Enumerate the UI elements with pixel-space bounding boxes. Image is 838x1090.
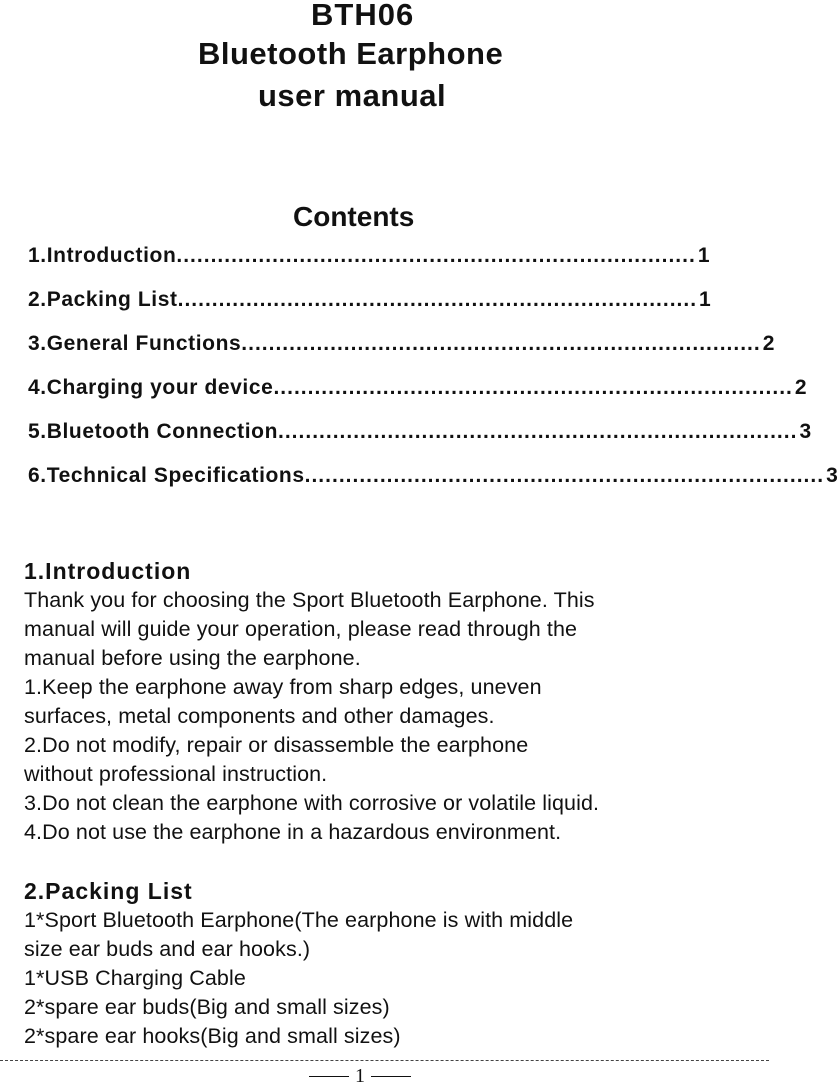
packing-list-item: 2*spare ear buds(Big and small sizes) <box>24 995 390 1019</box>
toc-leader-dots: ............................................................................ <box>241 332 761 355</box>
toc-item[interactable] <box>28 332 775 362</box>
toc-item[interactable] <box>28 288 712 318</box>
toc-leader-dots: ............................................................................ <box>273 376 793 399</box>
introduction-line: manual will guide your operation, please read through the <box>24 617 578 641</box>
product-title: Bluetooth Earphone <box>198 36 504 71</box>
page-number <box>300 1066 420 1086</box>
toc-item[interactable] <box>28 244 711 274</box>
toc-leader-dots: ............................................................................ <box>176 244 696 267</box>
introduction-heading: 1.Introduction <box>24 558 192 584</box>
page-number-dash-right <box>371 1076 411 1077</box>
toc-item-label: 3.General Functions <box>28 332 242 355</box>
introduction-line: surfaces, metal components and other damages. <box>24 704 495 728</box>
toc-item-label: 6.Technical Specifications <box>28 464 305 487</box>
packing-list-item: size ear buds and ear hooks.) <box>24 937 311 961</box>
toc-leader-dots: ............................................................................ <box>304 464 825 487</box>
packing-list-section <box>24 876 764 1051</box>
introduction-line: 3.Do not clean the earphone with corrosive or volatile liquid. <box>24 791 600 815</box>
toc-item-page: 1 <box>699 288 712 311</box>
introduction-line: Thank you for choosing the Sport Bluetooth Earphone. This <box>24 588 595 612</box>
model-title: BTH06 <box>311 0 415 32</box>
toc-item-page: 2 <box>762 332 775 355</box>
footer-dashed-rule <box>0 1060 769 1061</box>
toc-item-label: 5.Bluetooth Connection <box>28 420 279 443</box>
packing-list-item: 1*Sport Bluetooth Earphone(The earphone is with middle <box>24 908 574 932</box>
toc-leader-dots: ............................................................................ <box>177 288 698 311</box>
page-number-value: 1 <box>355 1065 365 1087</box>
toc-item-label: 4.Charging your device <box>28 376 274 399</box>
contents-heading: Contents <box>293 201 415 232</box>
packing-list-item: 2*spare ear hooks(Big and small sizes) <box>24 1024 401 1048</box>
introduction-line: 2.Do not modify, repair or disassemble the earphone <box>24 733 529 757</box>
toc-leader-dots: ............................................................................ <box>278 420 798 443</box>
toc-item-page: 2 <box>794 376 808 399</box>
page-number-dash-left <box>309 1076 349 1077</box>
introduction-line: without professional instruction. <box>24 762 328 786</box>
toc-item-label: 2.Packing List <box>28 288 178 311</box>
toc-item-page: 1 <box>697 244 711 267</box>
toc-item[interactable] <box>28 464 838 494</box>
toc-item-page: 3 <box>799 420 812 443</box>
toc-item-label: 1.Introduction <box>28 244 177 267</box>
doc-type-title: user manual <box>258 78 447 113</box>
introduction-line: 1.Keep the earphone away from sharp edges, uneven <box>24 675 542 699</box>
toc-item-page: 3 <box>826 464 838 487</box>
introduction-line: manual before using the earphone. <box>24 646 361 670</box>
toc-item[interactable] <box>28 420 812 450</box>
toc-item[interactable] <box>28 376 808 406</box>
introduction-section <box>24 556 764 847</box>
packing-list-item: 1*USB Charging Cable <box>24 966 246 990</box>
packing-list-heading: 2.Packing List <box>24 878 193 904</box>
introduction-line: 4.Do not use the earphone in a hazardous environment. <box>24 820 562 844</box>
